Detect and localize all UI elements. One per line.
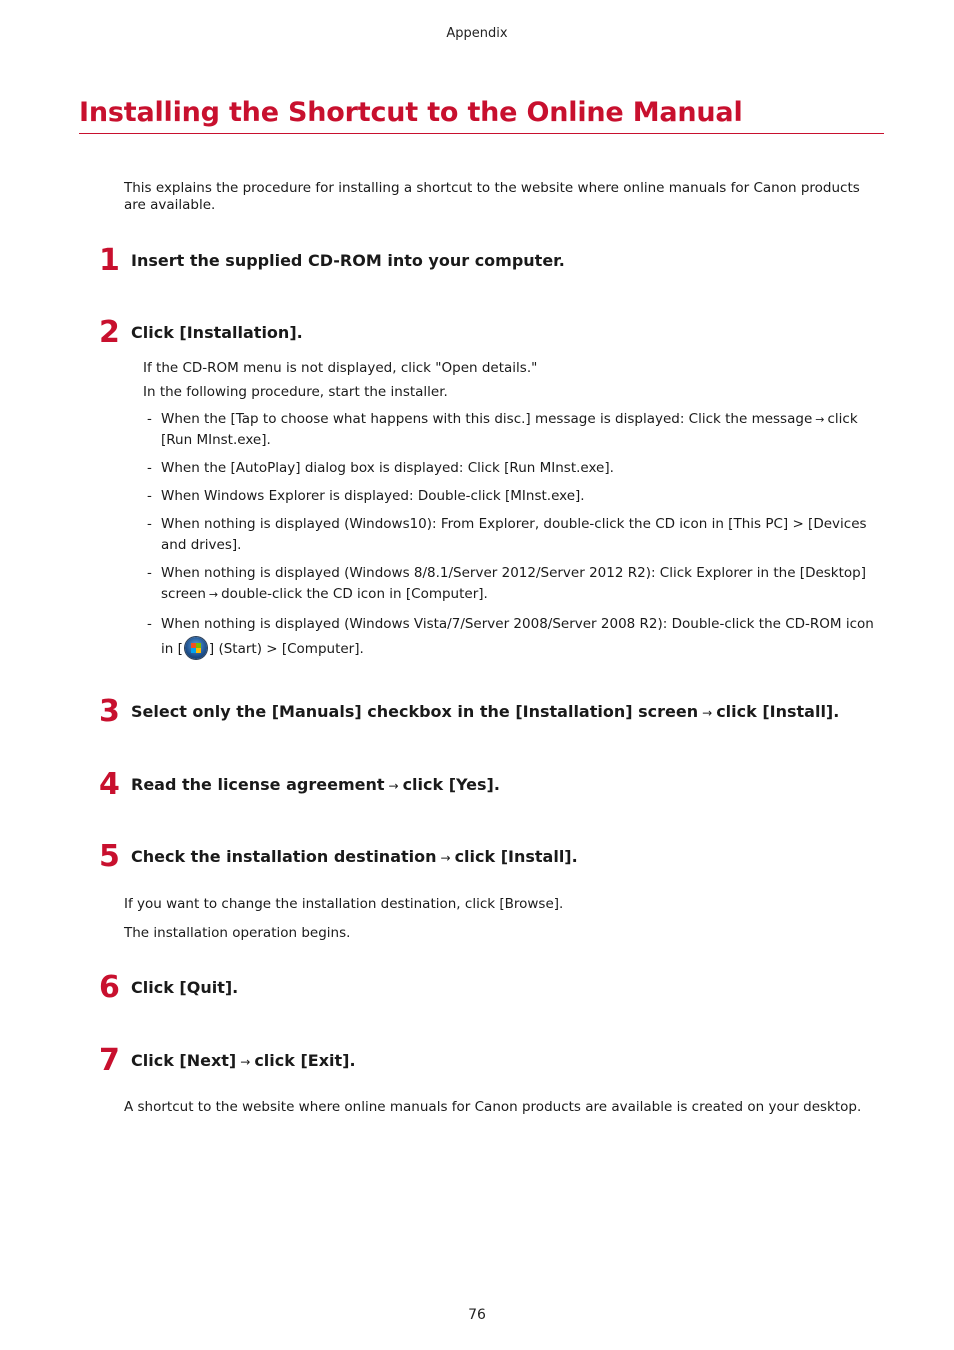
step-text: Click [Quit]. bbox=[131, 978, 239, 997]
bullet-text: When Windows Explorer is displayed: Double-click [MInst.exe]. bbox=[161, 488, 585, 504]
bullet-text: When the [Tap to choose what happens with this disc.] message is displayed: Click the message bbox=[161, 411, 813, 427]
list-item bbox=[147, 563, 887, 605]
bullet-dash: - bbox=[147, 516, 152, 532]
step-number: 6 bbox=[99, 970, 120, 1005]
step-text-part: Read the license agreement bbox=[131, 775, 385, 794]
bullet-text: When nothing is displayed (Windows10): From Explorer, double-click the CD icon in [This PC] > [Devices and drives]. bbox=[161, 516, 867, 553]
step-text-part: click [Install]. bbox=[716, 702, 840, 721]
step-number: 1 bbox=[99, 243, 120, 278]
step-text bbox=[131, 774, 500, 797]
step-5-note-2: The installation operation begins. bbox=[124, 925, 351, 941]
step-number: 5 bbox=[99, 839, 120, 874]
bullet-dash: - bbox=[147, 488, 152, 504]
step-number: 3 bbox=[99, 694, 120, 729]
list-item bbox=[147, 486, 887, 507]
windows-start-icon bbox=[185, 637, 207, 659]
step-5-note-1: If you want to change the installation destination, click [Browse]. bbox=[124, 896, 564, 912]
step-number: 4 bbox=[99, 767, 120, 802]
step-text-part: click [Exit]. bbox=[254, 1051, 356, 1070]
arrow-icon: → bbox=[702, 706, 713, 720]
bullet-text-continued: ] (Start) > [Computer]. bbox=[208, 641, 364, 657]
installer-start-options-list bbox=[147, 409, 887, 669]
list-item bbox=[147, 514, 887, 556]
bracket-open: [ bbox=[177, 641, 183, 657]
step-2-note-2: In the following procedure, start the installer. bbox=[143, 384, 448, 400]
list-item bbox=[147, 409, 887, 451]
bullet-text-continued: click [Run MInst.exe]. bbox=[161, 411, 858, 448]
step-text-part: Check the installation destination bbox=[131, 847, 437, 866]
page-title: Installing the Shortcut to the Online Manual bbox=[79, 95, 884, 134]
step-text: Click [Installation]. bbox=[131, 323, 303, 342]
step-text bbox=[131, 1050, 356, 1073]
step-text-part: Select only the [Manuals] checkbox in the [Installation] screen bbox=[131, 702, 699, 721]
step-text-part: click [Yes]. bbox=[402, 775, 500, 794]
bullet-dash: - bbox=[147, 616, 152, 632]
arrow-icon: → bbox=[208, 588, 219, 601]
arrow-icon: → bbox=[815, 413, 825, 426]
step-text: Insert the supplied CD-ROM into your computer. bbox=[131, 251, 565, 270]
step-text-part: Click [Next] bbox=[131, 1051, 237, 1070]
arrow-icon: → bbox=[240, 1055, 251, 1069]
step-number: 7 bbox=[99, 1043, 120, 1078]
bullet-text: When the [AutoPlay] dialog box is displayed: Click [Run MInst.exe]. bbox=[161, 460, 614, 476]
step-number: 2 bbox=[99, 315, 120, 350]
intro-paragraph: This explains the procedure for installing a shortcut to the website where online manuals for Canon products are available. bbox=[124, 180, 860, 213]
step-7-note: A shortcut to the website where online manuals for Canon products are available is created on your desktop. bbox=[124, 1099, 862, 1115]
bullet-text: When nothing is displayed (Windows Vista/7/Server 2008/Server 2008 R2): Double-click the CD-ROM icon in bbox=[161, 616, 874, 657]
list-item bbox=[147, 612, 887, 662]
bullet-text-continued: double-click the CD icon in [Computer]. bbox=[221, 586, 488, 602]
list-item bbox=[147, 458, 887, 479]
arrow-icon: → bbox=[440, 851, 451, 865]
bullet-dash: - bbox=[147, 411, 152, 427]
bullet-text: When nothing is displayed (Windows 8/8.1/Server 2012/Server 2012 R2): Click Explorer in the [Desktop] screen bbox=[161, 565, 867, 602]
step-text bbox=[131, 846, 578, 869]
step-2-note-1: If the CD-ROM menu is not displayed, click "Open details." bbox=[143, 360, 538, 376]
page-number: 76 bbox=[468, 1307, 486, 1323]
bullet-dash: - bbox=[147, 460, 152, 476]
bullet-dash: - bbox=[147, 565, 152, 581]
step-text-part: click [Install]. bbox=[454, 847, 578, 866]
step-text bbox=[131, 701, 839, 724]
arrow-icon: → bbox=[388, 779, 399, 793]
page-header-section: Appendix bbox=[446, 26, 508, 41]
